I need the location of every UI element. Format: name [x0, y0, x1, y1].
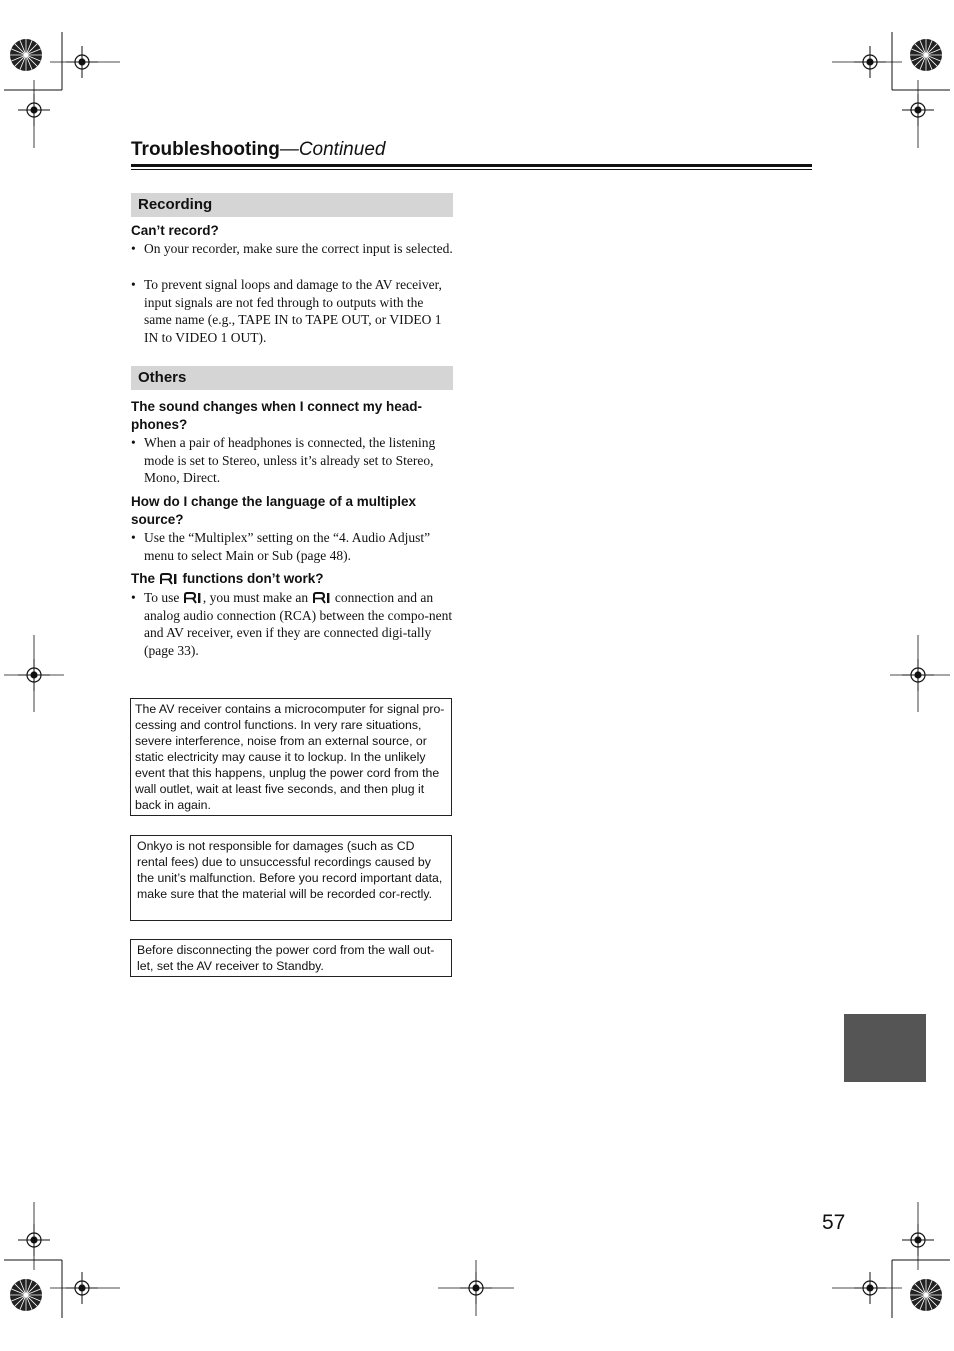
bullet-dot: • [131, 241, 136, 256]
question-multiplex: How do I change the language of a multiplex source? [131, 494, 417, 527]
bullet-dot: • [131, 435, 136, 450]
page-title [131, 139, 385, 161]
note-text: The AV receiver contains a microcomputer for signal pro-cessing and control functions. In very rare situations, severe interference, noise from an external source, or static electricity may cause it to lockup. In the unlikely event that this happens, unplug the power cord from the wall outlet, wait at least five seconds, and then plug it back in again. [135, 702, 445, 812]
list-item-text: Use the “Multiplex” setting on the “4. Audio Adjust” menu to select Main or Sub (page 48). [144, 530, 431, 563]
question-headphones: The sound changes when I connect my head-phones? [131, 399, 423, 432]
starburst-target-icon [10, 39, 42, 71]
question-suffix: functions don’t work? [182, 571, 324, 586]
list-item-text [144, 589, 454, 659]
note-text: Onkyo is not responsible for damages (such as CD rental fees) due to unsuccessful recordings caused by the unit’s malfunction. Before you record important data, make sure that the material will be recorded cor-rectly. [137, 839, 443, 901]
section-heading-others [131, 366, 453, 390]
note-box-microcomputer [130, 698, 452, 816]
text-part: , you must make an [202, 590, 309, 605]
header-rule-thick [131, 164, 812, 167]
list-item-text: To prevent signal loops and damage to the AV receiver, input signals are not fed through to outputs with the same name (e.g., TAPE IN to TAPE OUT, or VIDEO 1 IN to VIDEO 1 OUT). [144, 277, 442, 345]
note-box-standby [130, 939, 452, 977]
question-cant-record: Can’t record? [131, 223, 219, 238]
list-item-text: When a pair of headphones is connected, the listening mode is set to Stereo, unless it’s already set to Stereo, Mono, Direct. [144, 435, 436, 486]
starburst-target-icon [910, 1279, 942, 1311]
bullet-dot: • [131, 530, 136, 545]
question-ri-functions [131, 570, 453, 588]
text-part: To use [144, 590, 180, 605]
question-prefix: The [131, 571, 156, 586]
section-heading-recording [131, 193, 453, 217]
page-number: 57 [822, 1211, 846, 1234]
starburst-target-icon [10, 1279, 42, 1311]
starburst-target-icon [910, 39, 942, 71]
title-main: Troubleshooting [131, 139, 280, 160]
ri-logo-icon [312, 592, 332, 604]
section-heading-label: Others [138, 369, 187, 386]
chapter-tab [844, 1014, 926, 1082]
ri-logo-icon [183, 592, 203, 604]
note-box-responsibility [130, 835, 452, 921]
text-part: connection and an analog audio connection (RCA) between the compo-nent and AV receiver, even if they are connected digi-tally (page 33). [144, 590, 453, 658]
note-text: Before disconnecting the power cord from the wall out-let, set the AV receiver to Standby. [137, 943, 435, 973]
header-rule-thin [131, 169, 812, 170]
bullet-dot: • [131, 590, 136, 605]
bullet-dot: • [131, 277, 136, 292]
ri-logo-icon [159, 573, 179, 585]
title-continued: —Continued [279, 139, 386, 160]
section-heading-label: Recording [138, 196, 213, 213]
list-item-text: On your recorder, make sure the correct input is selected. [144, 241, 453, 256]
